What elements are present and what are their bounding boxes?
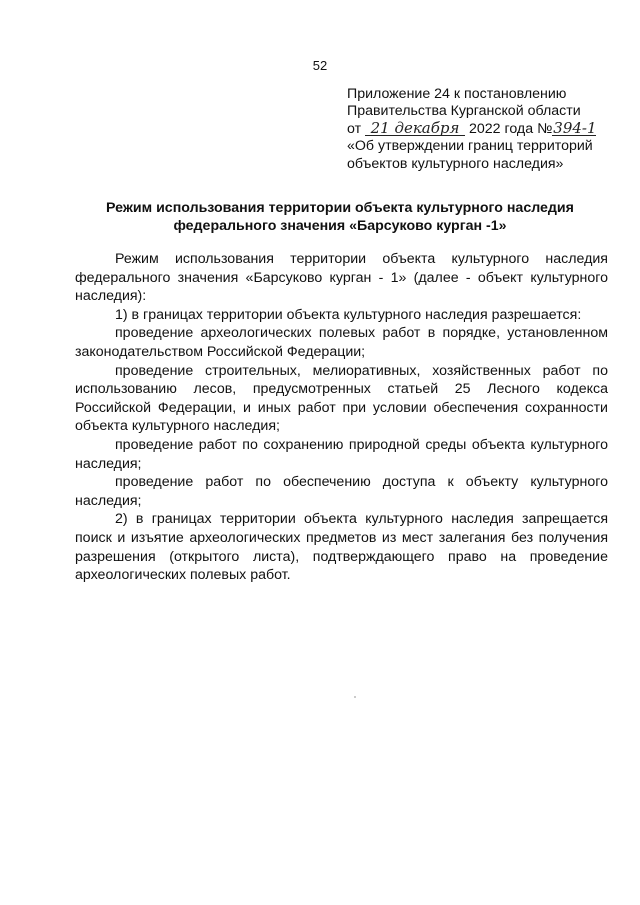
paragraph-allowed-heading: 1) в границах территории объекта культурного наследия разрешается:: [115, 306, 582, 323]
paragraph-allowed-construction: проведение строительных, мелиоративных, хозяйственных работ по использованию лесов, предусмотренных статьей 25 Лесного кодекса Российской Федерации, и иных работ при условии обеспечения сохранности объекта культурного наследия;: [75, 362, 608, 435]
paragraph-intro: Режим использования территории объекта культурного наследия федерального значения «Барсуково курган - 1» (далее - объект культурного наследия):: [75, 251, 608, 305]
page-number: 52: [312, 58, 328, 73]
paragraph-allowed-access: проведение работ по обеспечению доступа к объекту культурного наследия;: [75, 474, 608, 509]
title-line-1: Режим использования территории объекта культурного наследия: [106, 200, 574, 216]
paragraph-allowed-archaeology: проведение археологических полевых работ в порядке, установленном законодательством Российской Федерации;: [75, 325, 608, 360]
appendix-year: 2022 года: [468, 120, 534, 137]
document-body: [75, 250, 608, 585]
appendix-line-5: объектов культурного наследия»: [347, 155, 564, 172]
appendix-line-1: Приложение 24 к постановлению: [347, 86, 567, 102]
title-line-2: федерального значения «Барсуково курган -1»: [173, 217, 507, 234]
scan-speck: [354, 696, 356, 698]
appendix-line-2: Правительства Курганской области: [347, 103, 581, 120]
number-sign: №: [537, 120, 553, 137]
handwritten-date: 21 декабря: [365, 121, 465, 136]
paragraph-allowed-nature: проведение работ по сохранению природной среды объекта культурного наследия;: [75, 436, 608, 472]
appendix-line-3: [347, 118, 627, 138]
appendix-from-label: от: [347, 120, 362, 137]
appendix-header: [347, 86, 627, 173]
document-title: [100, 200, 580, 235]
appendix-line-4: «Об утверждении границ территорий: [347, 138, 593, 155]
handwritten-number: 394-1: [553, 118, 597, 137]
paragraph-prohibited: 2) в границах территории объекта культурного наследия запрещается поиск и изъятие археологических предметов из мест залегания без получения разрешения (открытого листа), подтверждающего право на проведение археологических полевых работ.: [75, 511, 608, 584]
